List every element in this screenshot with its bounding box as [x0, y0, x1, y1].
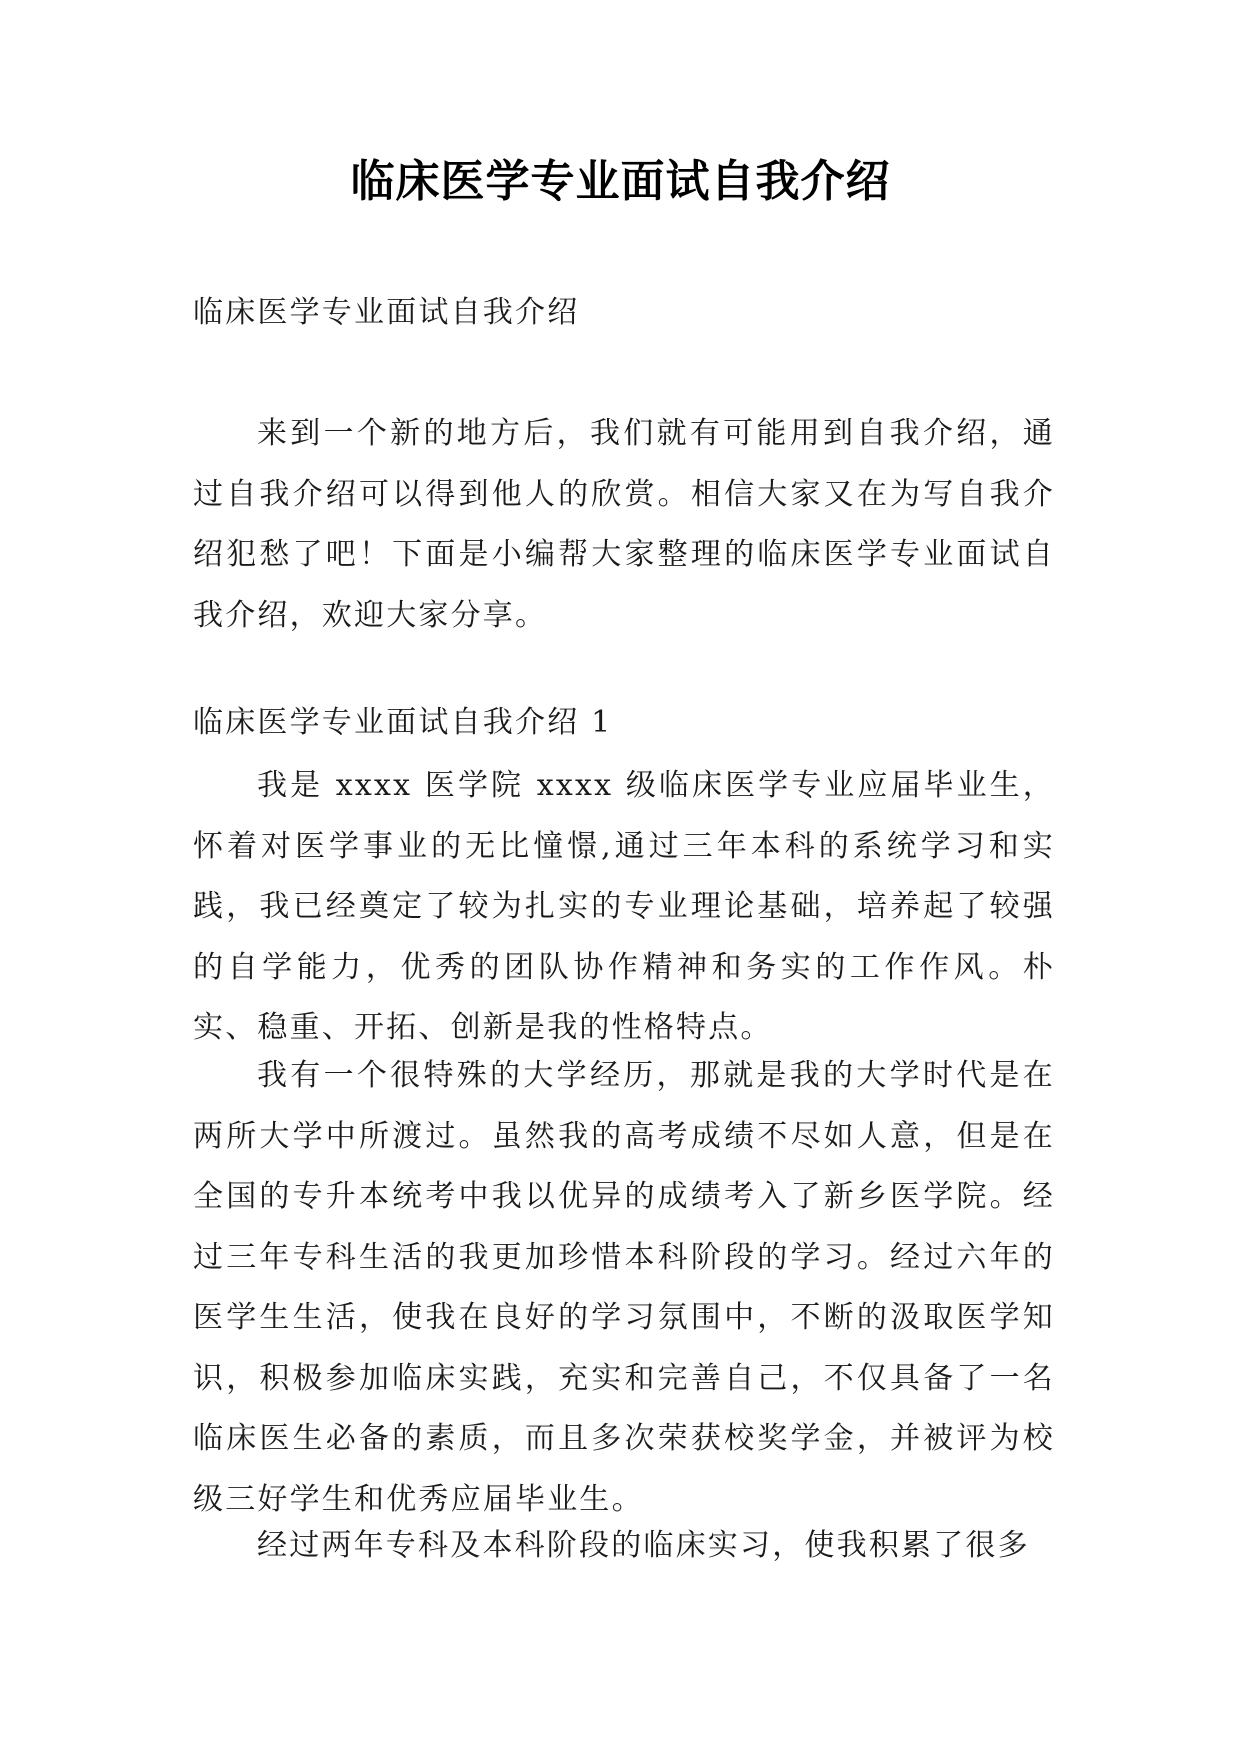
intro-paragraph: 来到一个新的地方后，我们就有可能用到自我介绍，通过自我介绍可以得到他人的欣赏。相信大家又在为写自我介绍犯愁了吧！下面是小编帮大家整理的临床医学专业面试自我介绍，欢迎大家分享。	[193, 416, 1055, 633]
document-subtitle: 临床医学专业面试自我介绍	[193, 295, 580, 330]
section-heading: 临床医学专业面试自我介绍 1	[193, 705, 613, 740]
body-paragraph: 经过两年专科及本科阶段的临床实习，使我积累了很多	[257, 1528, 1030, 1563]
body-paragraph: 我有一个很特殊的大学经历，那就是我的大学时代是在两所大学中所渡过。虽然我的高考成绩不尽如人意，但是在全国的专升本统考中我以优异的成绩考入了新乡医学院。经过三年专科生活的我更加珍惜本科阶段的学习。经过六年的医学生生活，使我在良好的学习氛围中，不断的汲取医学知识，积极参加临床实践，充实和完善自己，不仅具备了一名临床医生必备的素质，而且多次荣获校奖学金，并被评为校级三好学生和优秀应届毕业生。	[193, 1058, 1055, 1517]
body-paragraph: 我是 xxxx 医学院 xxxx 级临床医学专业应届毕业生，怀着对医学事业的无比憧憬,通过三年本科的系统学习和实践，我已经奠定了较为扎实的专业理论基础，培养起了较强的自学能力，优秀的团队协作精神和务实的工作作风。朴实、稳重、开拓、创新是我的性格特点。	[193, 768, 1055, 1045]
document-title: 临床医学专业面试自我介绍	[350, 156, 891, 207]
